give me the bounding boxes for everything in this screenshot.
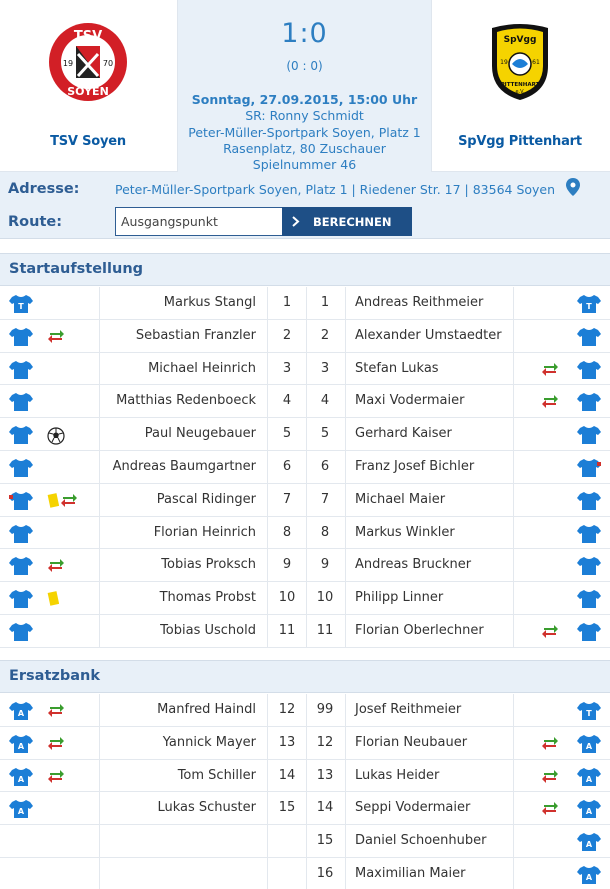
away-player-number: 8 xyxy=(320,524,330,540)
jersey-icon xyxy=(9,425,33,445)
home-events xyxy=(47,736,65,750)
svg-text:A: A xyxy=(17,741,25,751)
away-player-name[interactable]: Florian Neubauer xyxy=(355,734,468,750)
away-player-number: 6 xyxy=(320,458,330,474)
substitution-icon xyxy=(47,769,65,783)
home-player-name[interactable]: Markus Stangl xyxy=(163,295,256,310)
substitution-icon xyxy=(47,558,65,572)
away-events xyxy=(541,362,559,376)
substitution-icon xyxy=(541,736,559,750)
logo-year: 70 xyxy=(102,59,114,68)
logo-text: e.V. xyxy=(515,89,525,95)
away-player-number: 3 xyxy=(320,360,330,376)
away-jersey xyxy=(577,294,601,318)
home-player-number: 15 xyxy=(278,800,296,816)
home-events xyxy=(47,769,65,783)
substitution-icon xyxy=(541,624,559,638)
away-team-name: SpVgg Pittenhart xyxy=(458,134,582,149)
home-player-name[interactable]: Tobias Proksch xyxy=(161,557,256,573)
substitution-icon xyxy=(541,769,559,783)
pitch-info: Rasenplatz, 80 Zuschauer xyxy=(223,140,386,156)
logo-text: PITTENHART xyxy=(500,82,540,88)
svg-text:A: A xyxy=(585,774,593,784)
jersey-icon xyxy=(577,701,601,721)
away-player-number: 10 xyxy=(316,590,334,606)
away-player-number: 13 xyxy=(316,767,334,783)
svg-text:T: T xyxy=(586,709,592,718)
jersey-icon xyxy=(577,294,601,314)
away-team[interactable] xyxy=(432,0,608,172)
table-row xyxy=(0,418,610,451)
away-jersey xyxy=(577,865,601,889)
home-player-number: 10 xyxy=(278,590,296,606)
table-row xyxy=(0,858,610,889)
home-jersey xyxy=(9,294,33,318)
home-player-number: 4 xyxy=(282,393,292,409)
lineup-table xyxy=(0,287,610,648)
jersey-icon xyxy=(9,734,33,754)
substitution-icon xyxy=(60,493,78,507)
home-player-number: 6 xyxy=(282,458,292,474)
away-player-number: 5 xyxy=(320,426,330,442)
address-text[interactable]: Peter-Müller-Sportpark Soyen, Platz 1 | Riedener Str. 17 | 83564 Soyen xyxy=(115,182,556,197)
goal-ball-icon xyxy=(47,427,65,445)
score: 1:0 xyxy=(281,18,328,49)
home-jersey xyxy=(9,425,33,449)
home-player-name[interactable]: Tom Schiller xyxy=(177,767,256,783)
away-player-number: 2 xyxy=(320,327,330,343)
substitution-icon xyxy=(541,394,559,408)
tsv-soyen-logo xyxy=(48,22,128,102)
match-details xyxy=(178,92,431,173)
logo-year: 61 xyxy=(532,59,540,66)
home-player-name[interactable]: Yannick Mayer xyxy=(162,734,256,750)
lineup-title: Startaufstellung xyxy=(9,261,144,277)
away-player-name[interactable]: Alexander Umstaedter xyxy=(355,327,502,343)
jersey-icon xyxy=(9,799,33,819)
home-player-name[interactable]: Thomas Probst xyxy=(159,590,256,606)
jersey-icon xyxy=(577,622,601,642)
home-team[interactable] xyxy=(0,0,176,172)
table-row xyxy=(0,694,610,727)
jersey-icon xyxy=(9,767,33,787)
home-player-name[interactable]: Michael Heinrich xyxy=(148,360,256,376)
svg-text:A: A xyxy=(585,840,593,850)
home-events xyxy=(47,703,65,717)
away-jersey xyxy=(577,327,601,351)
home-player-name[interactable]: Andreas Baumgartner xyxy=(112,458,256,474)
away-jersey xyxy=(577,734,601,758)
jersey-icon xyxy=(9,327,33,347)
home-jersey xyxy=(9,734,33,758)
away-player-name[interactable]: Philipp Linner xyxy=(355,590,444,606)
home-jersey xyxy=(9,622,33,646)
jersey-icon xyxy=(577,865,601,885)
route-start-input[interactable] xyxy=(115,207,283,236)
away-player-name[interactable]: Josef Reithmeier xyxy=(355,702,462,717)
home-player-number: 13 xyxy=(278,734,296,750)
svg-text:T: T xyxy=(18,302,24,311)
home-jersey xyxy=(9,458,33,482)
bench-header xyxy=(0,660,610,693)
away-jersey xyxy=(577,622,601,646)
lineup-header xyxy=(0,253,610,286)
home-player-number: 8 xyxy=(282,524,292,540)
logo-year: 19 xyxy=(500,59,508,66)
away-player-name[interactable]: Seppi Vodermaier xyxy=(355,800,471,816)
home-player-name[interactable]: Matthias Redenboeck xyxy=(116,393,256,409)
home-jersey xyxy=(9,767,33,791)
home-events xyxy=(47,427,65,445)
table-row xyxy=(0,353,610,386)
away-jersey xyxy=(577,491,601,515)
away-player-number: 15 xyxy=(316,833,334,849)
home-player-number: 2 xyxy=(282,327,292,343)
logo-text: SOYEN xyxy=(67,85,109,98)
route-label: Route: xyxy=(8,214,63,230)
away-events xyxy=(541,736,559,750)
away-player-name[interactable]: Maximilian Maier xyxy=(355,865,466,881)
spvgg-pittenhart-logo xyxy=(488,22,552,102)
venue: Peter-Müller-Sportpark Soyen, Platz 1 xyxy=(188,124,421,140)
away-events xyxy=(541,801,559,815)
jersey-icon xyxy=(9,589,33,609)
home-player-name[interactable]: Lukas Schuster xyxy=(157,800,256,816)
home-player-number: 12 xyxy=(278,702,296,717)
away-player-number: 11 xyxy=(316,622,334,638)
away-player-name[interactable]: Markus Winkler xyxy=(355,524,455,540)
home-jersey xyxy=(9,491,33,515)
home-events xyxy=(47,493,78,509)
home-player-number: 9 xyxy=(282,557,292,573)
jersey-icon xyxy=(577,425,601,445)
jersey-icon xyxy=(577,799,601,819)
jersey-icon xyxy=(9,556,33,576)
map-pin-icon[interactable] xyxy=(566,178,580,196)
jersey-icon xyxy=(9,360,33,380)
away-player-number: 99 xyxy=(316,702,334,717)
halftime-score: (0 : 0) xyxy=(286,59,323,73)
home-player-number: 1 xyxy=(282,295,292,310)
away-player-name[interactable]: Stefan Lukas xyxy=(355,360,439,376)
home-jersey xyxy=(9,589,33,613)
jersey-icon xyxy=(9,392,33,412)
table-row xyxy=(0,727,610,760)
bench-title: Ersatzbank xyxy=(9,668,100,684)
table-row xyxy=(0,582,610,615)
away-jersey xyxy=(577,392,601,416)
away-jersey xyxy=(577,360,601,384)
substitution-icon xyxy=(47,703,65,717)
jersey-icon xyxy=(577,556,601,576)
away-player-name[interactable]: Michael Maier xyxy=(355,491,446,507)
match-info-panel xyxy=(177,0,432,172)
home-player-name[interactable]: Manfred Haindl xyxy=(157,702,256,717)
logo-text: TSV xyxy=(73,29,103,44)
table-row xyxy=(0,484,610,517)
away-player-number: 12 xyxy=(316,734,334,750)
bench-table xyxy=(0,694,610,889)
home-jersey xyxy=(9,556,33,580)
referee: SR: Ronny Schmidt xyxy=(245,108,364,124)
jersey-icon xyxy=(9,622,33,642)
yellow-card-icon xyxy=(47,591,59,607)
home-events xyxy=(47,329,65,343)
jersey-icon xyxy=(9,458,33,478)
address-label: Adresse: xyxy=(8,181,80,197)
home-team-name: TSV Soyen xyxy=(50,134,126,149)
away-player-number: 1 xyxy=(320,295,330,310)
away-player-name[interactable]: Daniel Schoenhuber xyxy=(355,833,487,849)
away-player-name[interactable]: Lukas Heider xyxy=(355,767,440,783)
home-player-name[interactable]: Florian Heinrich xyxy=(153,524,256,540)
jersey-icon xyxy=(9,701,33,721)
svg-text:A: A xyxy=(17,807,25,817)
home-jersey xyxy=(9,524,33,548)
away-player-name[interactable]: Maxi Vodermaier xyxy=(355,393,465,409)
home-jersey xyxy=(9,327,33,351)
substitution-icon xyxy=(47,329,65,343)
home-player-number: 14 xyxy=(278,767,296,783)
table-row xyxy=(0,549,610,582)
table-row xyxy=(0,385,610,418)
home-player-number: 3 xyxy=(282,360,292,376)
match-number: Spielnummer 46 xyxy=(252,157,357,173)
away-jersey xyxy=(577,832,601,856)
away-jersey xyxy=(577,425,601,449)
calculate-route-button[interactable] xyxy=(282,207,412,236)
jersey-icon xyxy=(577,734,601,754)
home-jersey xyxy=(9,392,33,416)
home-events xyxy=(47,591,59,607)
jersey-icon xyxy=(9,491,33,511)
jersey-icon xyxy=(577,458,601,478)
home-player-name[interactable]: Pascal Ridinger xyxy=(156,491,256,507)
home-player-number: 11 xyxy=(278,622,296,638)
jersey-icon xyxy=(9,524,33,544)
away-jersey xyxy=(577,589,601,613)
table-row xyxy=(0,615,610,648)
jersey-icon xyxy=(577,327,601,347)
away-jersey xyxy=(577,556,601,580)
chevron-right-icon xyxy=(292,216,300,227)
jersey-icon xyxy=(577,392,601,412)
home-player-name[interactable]: Sebastian Franzler xyxy=(135,327,256,343)
away-player-number: 16 xyxy=(316,865,334,881)
away-jersey xyxy=(577,767,601,791)
away-jersey xyxy=(577,524,601,548)
svg-text:A: A xyxy=(17,774,25,784)
svg-text:A: A xyxy=(585,872,593,882)
svg-text:A: A xyxy=(17,709,25,718)
away-player-number: 4 xyxy=(320,393,330,409)
match-date: Sonntag, 27.09.2015, 15:00 Uhr xyxy=(191,92,418,107)
address-box xyxy=(0,172,610,239)
away-jersey xyxy=(577,799,601,823)
table-row xyxy=(0,792,610,825)
away-player-number: 14 xyxy=(316,800,334,816)
away-player-name[interactable]: Gerhard Kaiser xyxy=(355,426,452,442)
jersey-icon xyxy=(577,832,601,852)
svg-text:T: T xyxy=(586,302,592,311)
away-player-name[interactable]: Andreas Reithmeier xyxy=(355,295,484,310)
home-jersey xyxy=(9,799,33,823)
home-jersey xyxy=(9,701,33,725)
table-row xyxy=(0,825,610,858)
away-player-name[interactable]: Florian Oberlechner xyxy=(355,622,484,638)
jersey-icon xyxy=(9,294,33,314)
away-events xyxy=(541,624,559,638)
home-events xyxy=(47,558,65,572)
home-jersey xyxy=(9,360,33,384)
jersey-icon xyxy=(577,767,601,787)
svg-text:A: A xyxy=(585,741,593,751)
jersey-icon xyxy=(577,360,601,380)
table-row xyxy=(0,517,610,550)
jersey-icon xyxy=(577,524,601,544)
substitution-icon xyxy=(541,801,559,815)
svg-text:A: A xyxy=(585,807,593,817)
away-player-number: 7 xyxy=(320,491,330,507)
away-jersey xyxy=(577,701,601,725)
table-row xyxy=(0,451,610,484)
home-player-name[interactable]: Paul Neugebauer xyxy=(144,426,256,442)
table-row xyxy=(0,320,610,353)
home-player-number: 5 xyxy=(282,426,292,442)
home-player-number: 7 xyxy=(282,491,292,507)
away-events xyxy=(541,394,559,408)
jersey-icon xyxy=(577,589,601,609)
substitution-icon xyxy=(47,736,65,750)
away-player-name[interactable]: Franz Josef Bichler xyxy=(355,458,475,474)
substitution-icon xyxy=(541,362,559,376)
away-events xyxy=(541,769,559,783)
logo-year: 19 xyxy=(62,59,74,68)
match-header xyxy=(0,0,610,172)
table-row xyxy=(0,760,610,793)
logo-text: SpVgg xyxy=(503,35,537,45)
away-player-number: 9 xyxy=(320,557,330,573)
away-jersey xyxy=(577,458,601,482)
jersey-icon xyxy=(577,491,601,511)
calculate-route-label: BERECHNEN xyxy=(313,214,392,229)
yellow-card-icon xyxy=(47,493,59,509)
table-row xyxy=(0,287,610,320)
away-player-name[interactable]: Andreas Bruckner xyxy=(355,557,472,573)
home-player-name[interactable]: Tobias Uschold xyxy=(160,622,256,638)
